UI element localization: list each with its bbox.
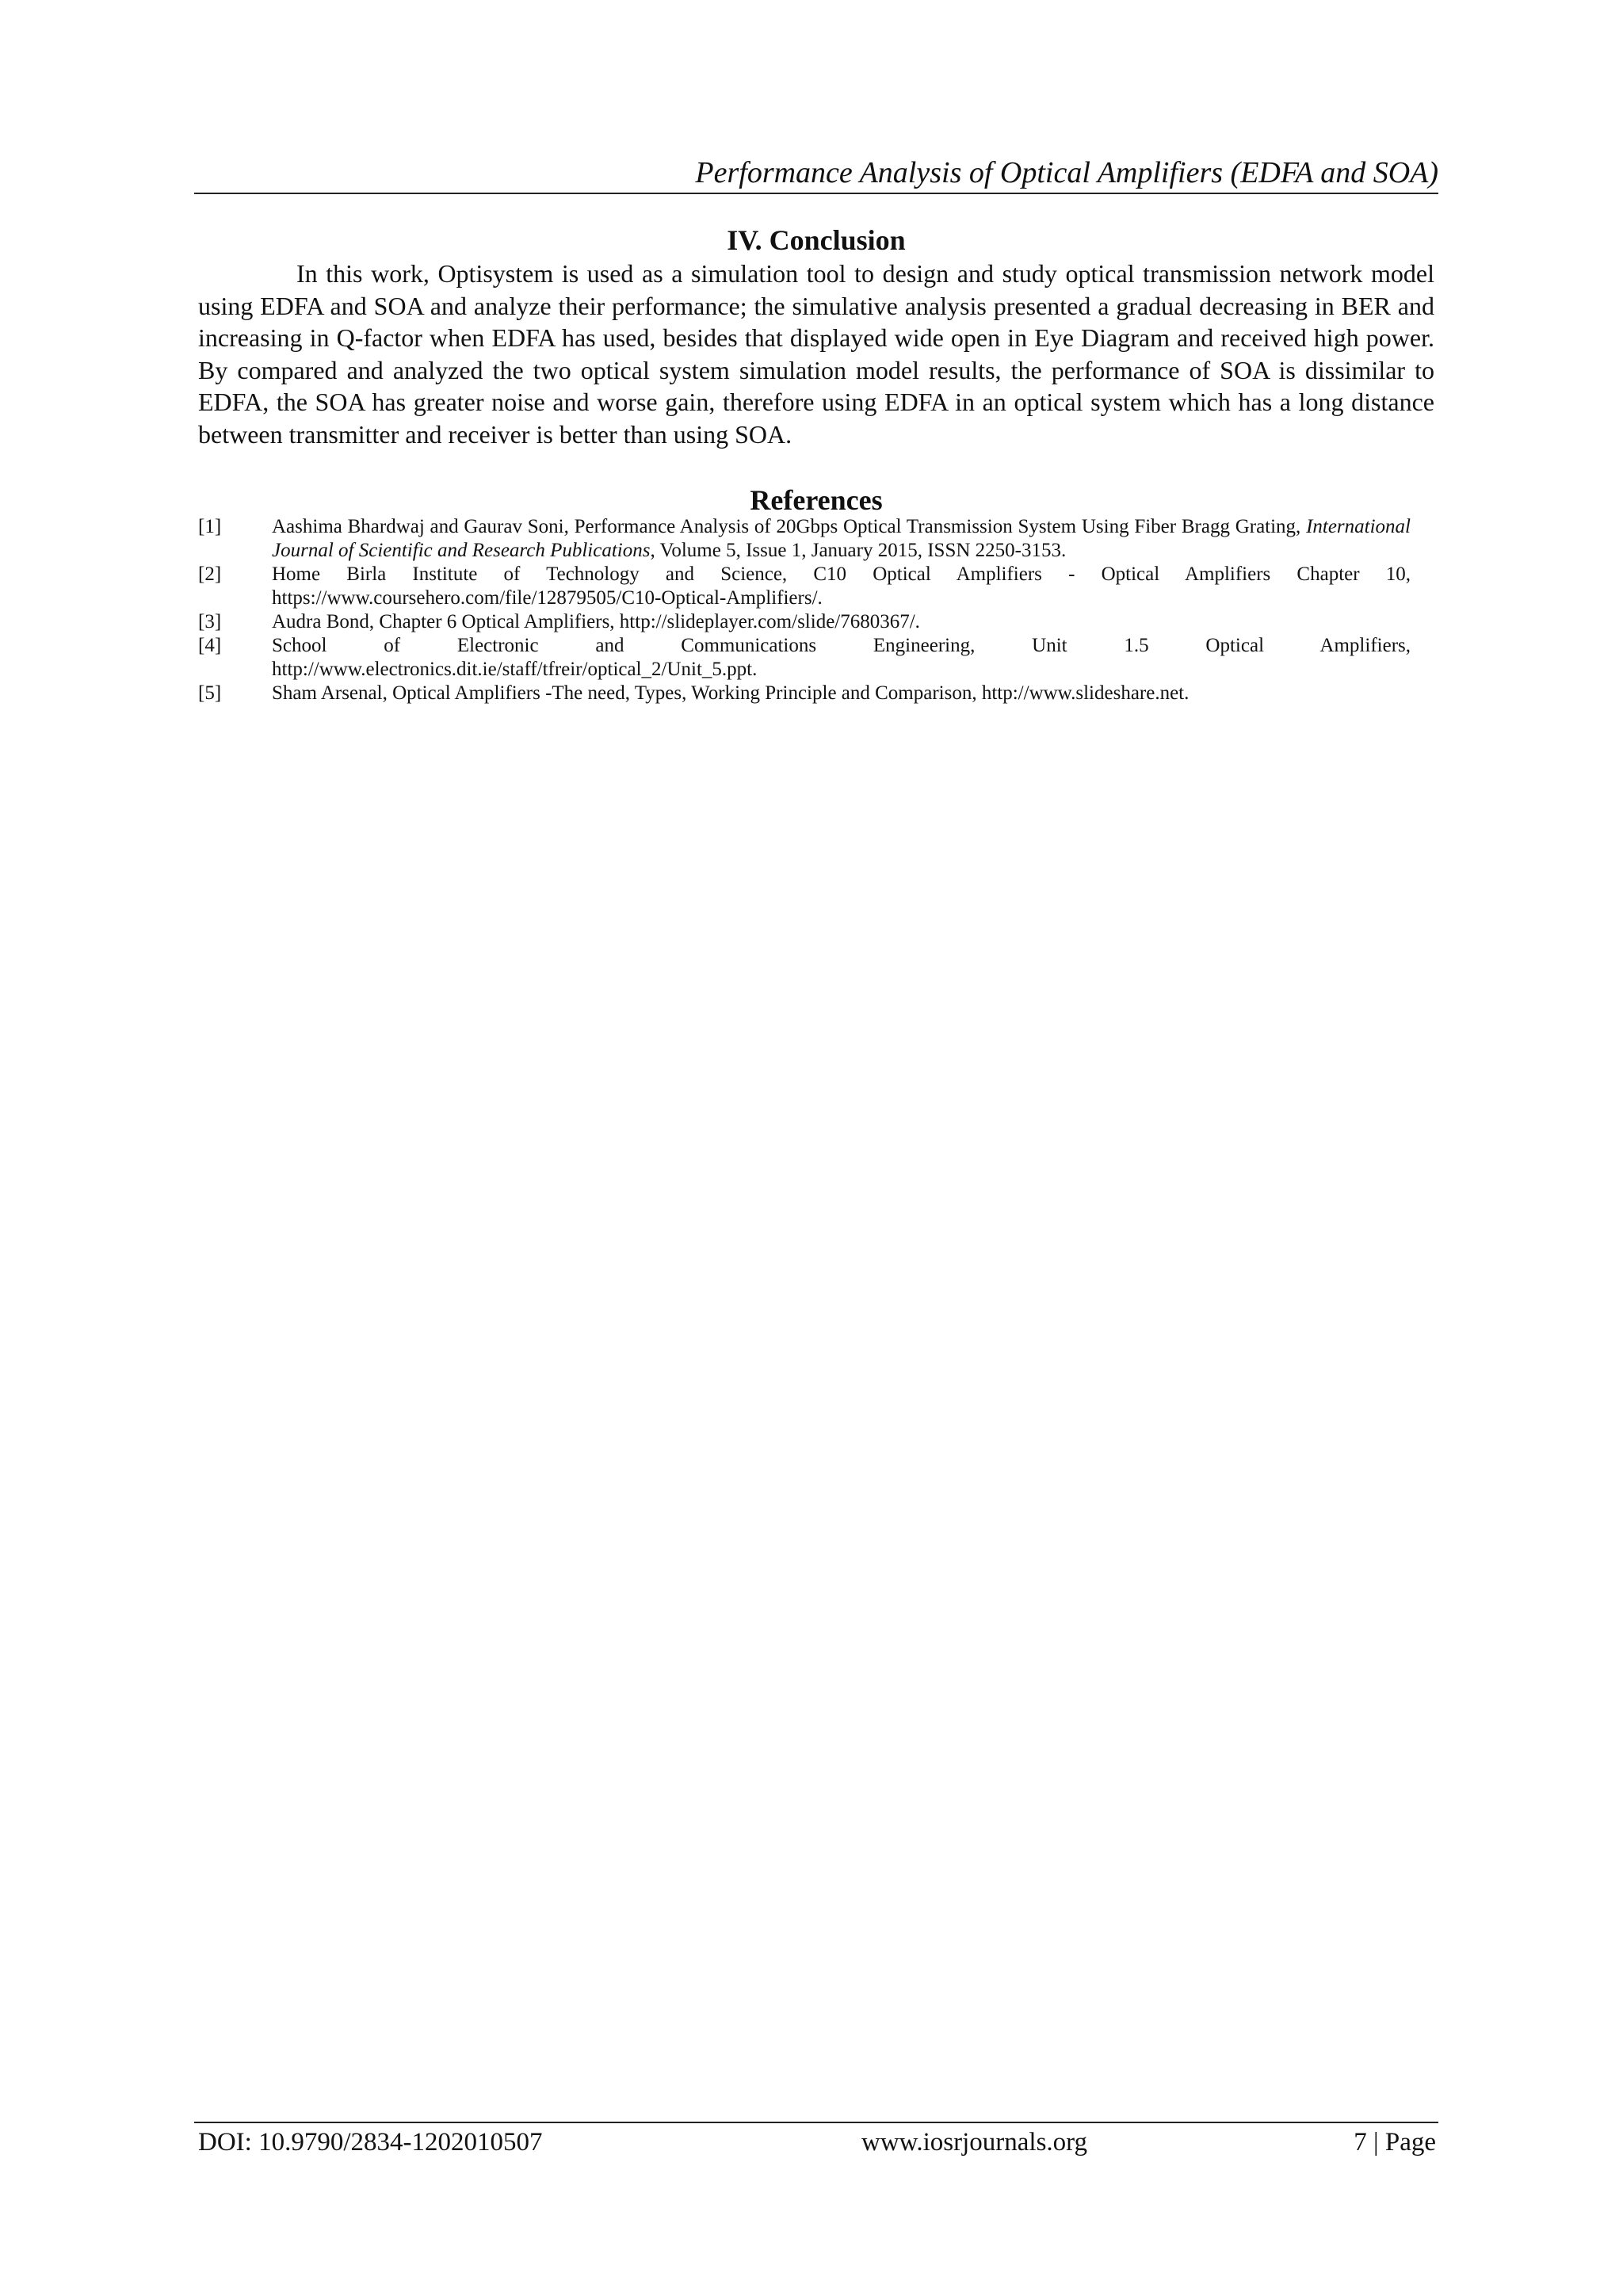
- reference-item: [198, 634, 1411, 682]
- reference-text: Sham Arsenal, Optical Amplifiers -The need, Types, Working Principle and Comparison, http://www.slideshare.net.: [272, 682, 1190, 704]
- reference-text-tail: , Volume 5, Issue 1, January 2015, ISSN 2250-3153.: [650, 540, 1067, 561]
- reference-number: [1]: [198, 516, 222, 537]
- conclusion-heading: IV. Conclusion: [727, 224, 906, 256]
- reference-item: [198, 610, 1411, 634]
- reference-text: Audra Bond, Chapter 6 Optical Amplifiers, http://slideplayer.com/slide/7680367/.: [272, 611, 920, 632]
- header-divider: [194, 193, 1438, 194]
- footer-website: www.iosrjournals.org: [861, 2128, 1088, 2157]
- reference-item: [198, 515, 1411, 563]
- reference-number: [3]: [198, 611, 222, 632]
- reference-item: [198, 682, 1411, 705]
- reference-number: [5]: [198, 682, 222, 704]
- reference-journal-title: International Journal of Scientific and Research Publications: [272, 516, 1411, 561]
- footer-doi: DOI: 10.9790/2834-1202010507: [198, 2128, 543, 2157]
- conclusion-paragraph: In this work, Optisystem is used as a simulation tool to design and study optical transmission network model using EDFA and SOA and analyze their performance; the simulative analysis presented a gradual decreasing in BER and increasing in Q-factor when EDFA has used, besides that displayed wide open in Eye Diagram and received high power. By compared and analyzed the two optical system simulation model results, the performance of SOA is dissimilar to EDFA, the SOA has greater noise and worse gain, therefore using EDFA in an optical system which has a long distance between transmitter and receiver is better than using SOA.: [198, 259, 1434, 449]
- reference-number: [4]: [198, 635, 222, 656]
- reference-item: [198, 563, 1411, 610]
- reference-number: [2]: [198, 563, 222, 585]
- reference-list: [198, 515, 1411, 705]
- reference-text: Home Birla Institute of Technology and Science, C10 Optical Amplifiers - Optical Amplifiers Chapter 10, https://www.coursehero.com/file/12879505/C10-Optical-Amplifiers/.: [272, 563, 1411, 609]
- footer-page-number: 7 | Page: [1354, 2128, 1436, 2157]
- running-header-title: Performance Analysis of Optical Amplifiers (EDFA and SOA): [695, 156, 1438, 189]
- reference-text: Aashima Bhardwaj and Gaurav Soni, Performance Analysis of 20Gbps Optical Transmission System Using Fiber Bragg Grating,: [272, 516, 1307, 537]
- footer-divider: [194, 2122, 1438, 2123]
- reference-text: School of Electronic and Communications Engineering, Unit 1.5 Optical Amplifiers, http://www.electronics.dit.ie/staff/tfreir/optical_2/Unit_5.ppt.: [272, 635, 1411, 680]
- references-heading: References: [750, 484, 883, 516]
